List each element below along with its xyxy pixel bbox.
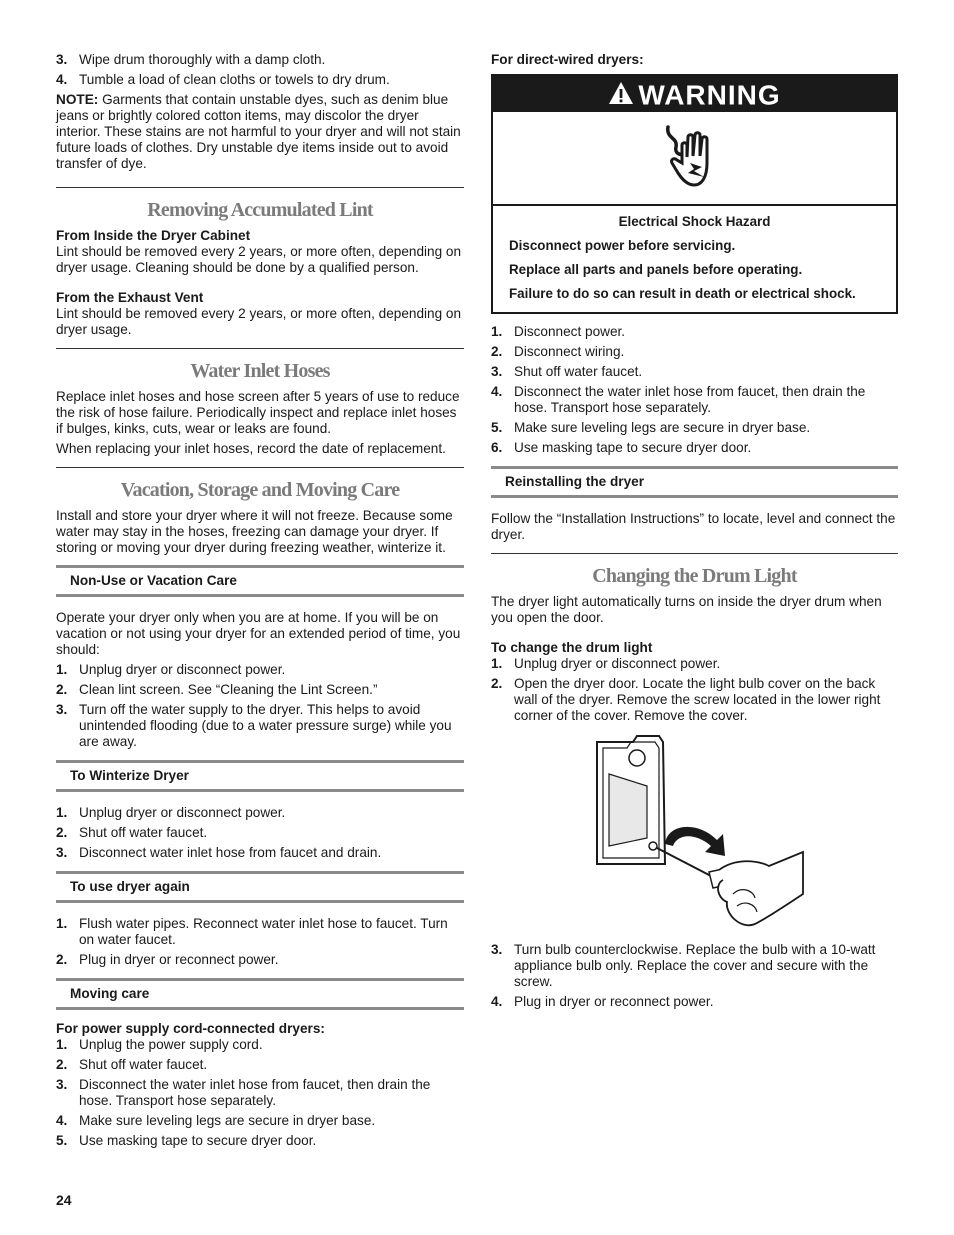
step-text: Tumble a load of clean cloths or towels to dry drum. (79, 72, 390, 87)
hazard-name: Electrical Shock Hazard (618, 214, 771, 229)
vent-label: From the Exhaust Vent (56, 290, 204, 305)
step-number: 2. (56, 682, 68, 697)
step-number: 4. (491, 994, 503, 1009)
warning-pictogram (493, 112, 896, 206)
list-item (56, 1037, 464, 1053)
list-item (491, 384, 898, 416)
step-number: 5. (56, 1133, 68, 1148)
left-column (56, 52, 464, 1153)
list-item (56, 702, 464, 750)
step-number: 3. (56, 845, 68, 860)
list-item (56, 1113, 464, 1129)
warning-title: WARNING (638, 79, 781, 111)
list-item (491, 942, 898, 990)
list-item (491, 994, 898, 1010)
drum-light-steps-b (491, 942, 898, 1010)
right-column (491, 52, 898, 1014)
note-label: NOTE: (56, 92, 99, 107)
step-number: 4. (56, 72, 68, 87)
section-title-vacation: Vacation, Storage and Moving Care (120, 479, 400, 501)
list-item (491, 364, 898, 380)
warning-line-2: Replace all parts and panels before operating. (509, 262, 803, 277)
vent-text: Lint should be removed every 2 years, or more often, depending on dryer usage. (56, 306, 462, 337)
step-text: Disconnect power. (514, 324, 626, 339)
list-item (491, 440, 898, 456)
subhead-moving: Moving care (56, 978, 464, 1010)
list-item (56, 825, 464, 841)
step-number: 1. (56, 1037, 68, 1052)
page-number: 24 (56, 1192, 72, 1208)
hoses-text-1: Replace inlet hoses and hose screen after 5 years of use to reduce the risk of hose failure. Periodically inspect and replace inlet hoses if bulges, kinks, cuts, wear or leaks are found. (56, 389, 460, 436)
nonuse-steps (56, 662, 464, 750)
list-item (56, 1057, 464, 1073)
step-number: 4. (491, 384, 503, 399)
reinstall-text: Follow the “Installation Instructions” to locate, level and connect the dryer. (491, 511, 896, 542)
subhead-nonuse: Non-Use or Vacation Care (56, 565, 464, 597)
step-number: 1. (56, 805, 68, 820)
step-text: Turn bulb counterclockwise. Replace the bulb with a 10-watt appliance bulb only. Replace the cover and secure with the screw. (514, 942, 876, 989)
step-text: Use masking tape to secure dryer door. (79, 1133, 317, 1148)
drum-light-steps-a (491, 656, 898, 724)
drum-light-intro: The dryer light automatically turns on inside the dryer drum when you open the door. (491, 594, 882, 625)
step-text: Wipe drum thoroughly with a damp cloth. (79, 52, 326, 67)
warning-triangle-icon (608, 78, 634, 114)
use-again-steps (56, 916, 464, 968)
step-text: Flush water pipes. Reconnect water inlet hose to faucet. Turn on water faucet. (79, 916, 448, 947)
subhead-use-again: To use dryer again (56, 871, 464, 903)
bulb-cover-illustration (491, 734, 898, 930)
step-text: Disconnect the water inlet hose from faucet, then drain the hose. Transport hose separately. (79, 1077, 431, 1108)
step-number: 1. (491, 656, 503, 671)
list-item (56, 845, 464, 861)
screwdriver-cover-image (585, 734, 805, 930)
cabinet-label: From Inside the Dryer Cabinet (56, 228, 251, 243)
warning-box (491, 74, 898, 314)
section-title-lint: Removing Accumulated Lint (147, 199, 373, 221)
section-divider (56, 187, 464, 188)
list-item (56, 1133, 464, 1149)
step-text: Unplug dryer or disconnect power. (79, 805, 286, 820)
list-item (491, 344, 898, 360)
step-number: 1. (56, 662, 68, 677)
step-number: 3. (56, 1077, 68, 1092)
section-title-drum-light: Changing the Drum Light (592, 565, 797, 587)
cabinet-text: Lint should be removed every 2 years, or more often, depending on dryer usage. Cleaning should be done by a qualified person. (56, 244, 462, 275)
cord-steps (56, 1037, 464, 1149)
step-number: 3. (491, 364, 503, 379)
step-text: Use masking tape to secure dryer door. (514, 440, 752, 455)
step-number: 5. (491, 420, 503, 435)
subhead-reinstall: Reinstalling the dryer (491, 466, 898, 498)
step-text: Unplug dryer or disconnect power. (514, 656, 721, 671)
section-divider (56, 348, 464, 349)
list-item (56, 1077, 464, 1109)
warning-header (493, 76, 896, 112)
list-item (56, 805, 464, 821)
step-number: 3. (56, 702, 68, 717)
step-text: Make sure leveling legs are secure in dryer base. (79, 1113, 376, 1128)
note-text: Garments that contain unstable dyes, such as denim blue jeans or brightly colored cotton items, may discolor the dryer interior. These stains are not harmful to your dryer and will not stain future loads of clothes. Dry unstable dye items inside out to avoid transfer of dye. (56, 92, 461, 171)
warning-text (493, 206, 896, 312)
section-divider (491, 553, 898, 554)
list-item (491, 324, 898, 340)
step-number: 4. (56, 1113, 68, 1128)
step-text: Open the dryer door. Locate the light bulb cover on the back wall of the dryer. Remove the screw located in the lower right corner of the cover. Remove the cover. (514, 676, 881, 723)
step-text: Disconnect water inlet hose from faucet and drain. (79, 845, 382, 860)
step-text: Make sure leveling legs are secure in dryer base. (514, 420, 811, 435)
step-text: Plug in dryer or reconnect power. (514, 994, 714, 1009)
step-number: 6. (491, 440, 503, 455)
step-text: Shut off water faucet. (514, 364, 643, 379)
vacation-intro: Install and store your dryer where it will not freeze. Because some water may stay in the hoses, freezing can damage your dryer. If storing or moving your dryer during freezing weather, winterize it. (56, 508, 453, 555)
step-text: Shut off water faucet. (79, 1057, 208, 1072)
cord-label: For power supply cord-connected dryers: (56, 1021, 325, 1036)
step-text: Clean lint screen. See “Cleaning the Lint Screen.” (79, 682, 378, 697)
winterize-steps (56, 805, 464, 861)
direct-wired-steps (491, 324, 898, 456)
step-number: 2. (56, 952, 68, 967)
list-item (491, 420, 898, 436)
nonuse-text: Operate your dryer only when you are at home. If you will be on vacation or not using your dryer for an extended period of time, you should: (56, 610, 461, 657)
list-item (56, 662, 464, 678)
list-item (491, 656, 898, 672)
step-text: Shut off water faucet. (79, 825, 208, 840)
list-item (56, 72, 464, 88)
step-text: Disconnect the water inlet hose from faucet, then drain the hose. Transport hose separately. (514, 384, 866, 415)
step-text: Turn off the water supply to the dryer. This helps to avoid unintended flooding (due to a water pressure surge) while you are away. (79, 702, 452, 749)
warning-line-1: Disconnect power before servicing. (509, 238, 736, 253)
warning-line-3: Failure to do so can result in death or electrical shock. (509, 286, 856, 301)
list-item (56, 952, 464, 968)
step-number: 2. (491, 676, 503, 691)
list-item (491, 676, 898, 724)
drum-light-label: To change the drum light (491, 640, 653, 655)
step-number: 3. (56, 52, 68, 67)
cleaning-steps (56, 52, 464, 88)
list-item (56, 52, 464, 68)
shock-hand-icon (660, 123, 730, 193)
section-title-hoses: Water Inlet Hoses (190, 360, 330, 382)
step-number: 1. (491, 324, 503, 339)
step-number: 2. (491, 344, 503, 359)
subhead-winterize: To Winterize Dryer (56, 760, 464, 792)
step-number: 1. (56, 916, 68, 931)
step-number: 3. (491, 942, 503, 957)
section-divider (56, 467, 464, 468)
step-text: Unplug the power supply cord. (79, 1037, 263, 1052)
step-text: Unplug dryer or disconnect power. (79, 662, 286, 677)
step-text: Plug in dryer or reconnect power. (79, 952, 279, 967)
direct-wired-label: For direct-wired dryers: (491, 52, 644, 67)
step-text: Disconnect wiring. (514, 344, 625, 359)
hoses-text-2: When replacing your inlet hoses, record the date of replacement. (56, 441, 446, 456)
step-number: 2. (56, 1057, 68, 1072)
step-number: 2. (56, 825, 68, 840)
dye-note (56, 92, 464, 172)
list-item (56, 916, 464, 948)
list-item (56, 682, 464, 698)
